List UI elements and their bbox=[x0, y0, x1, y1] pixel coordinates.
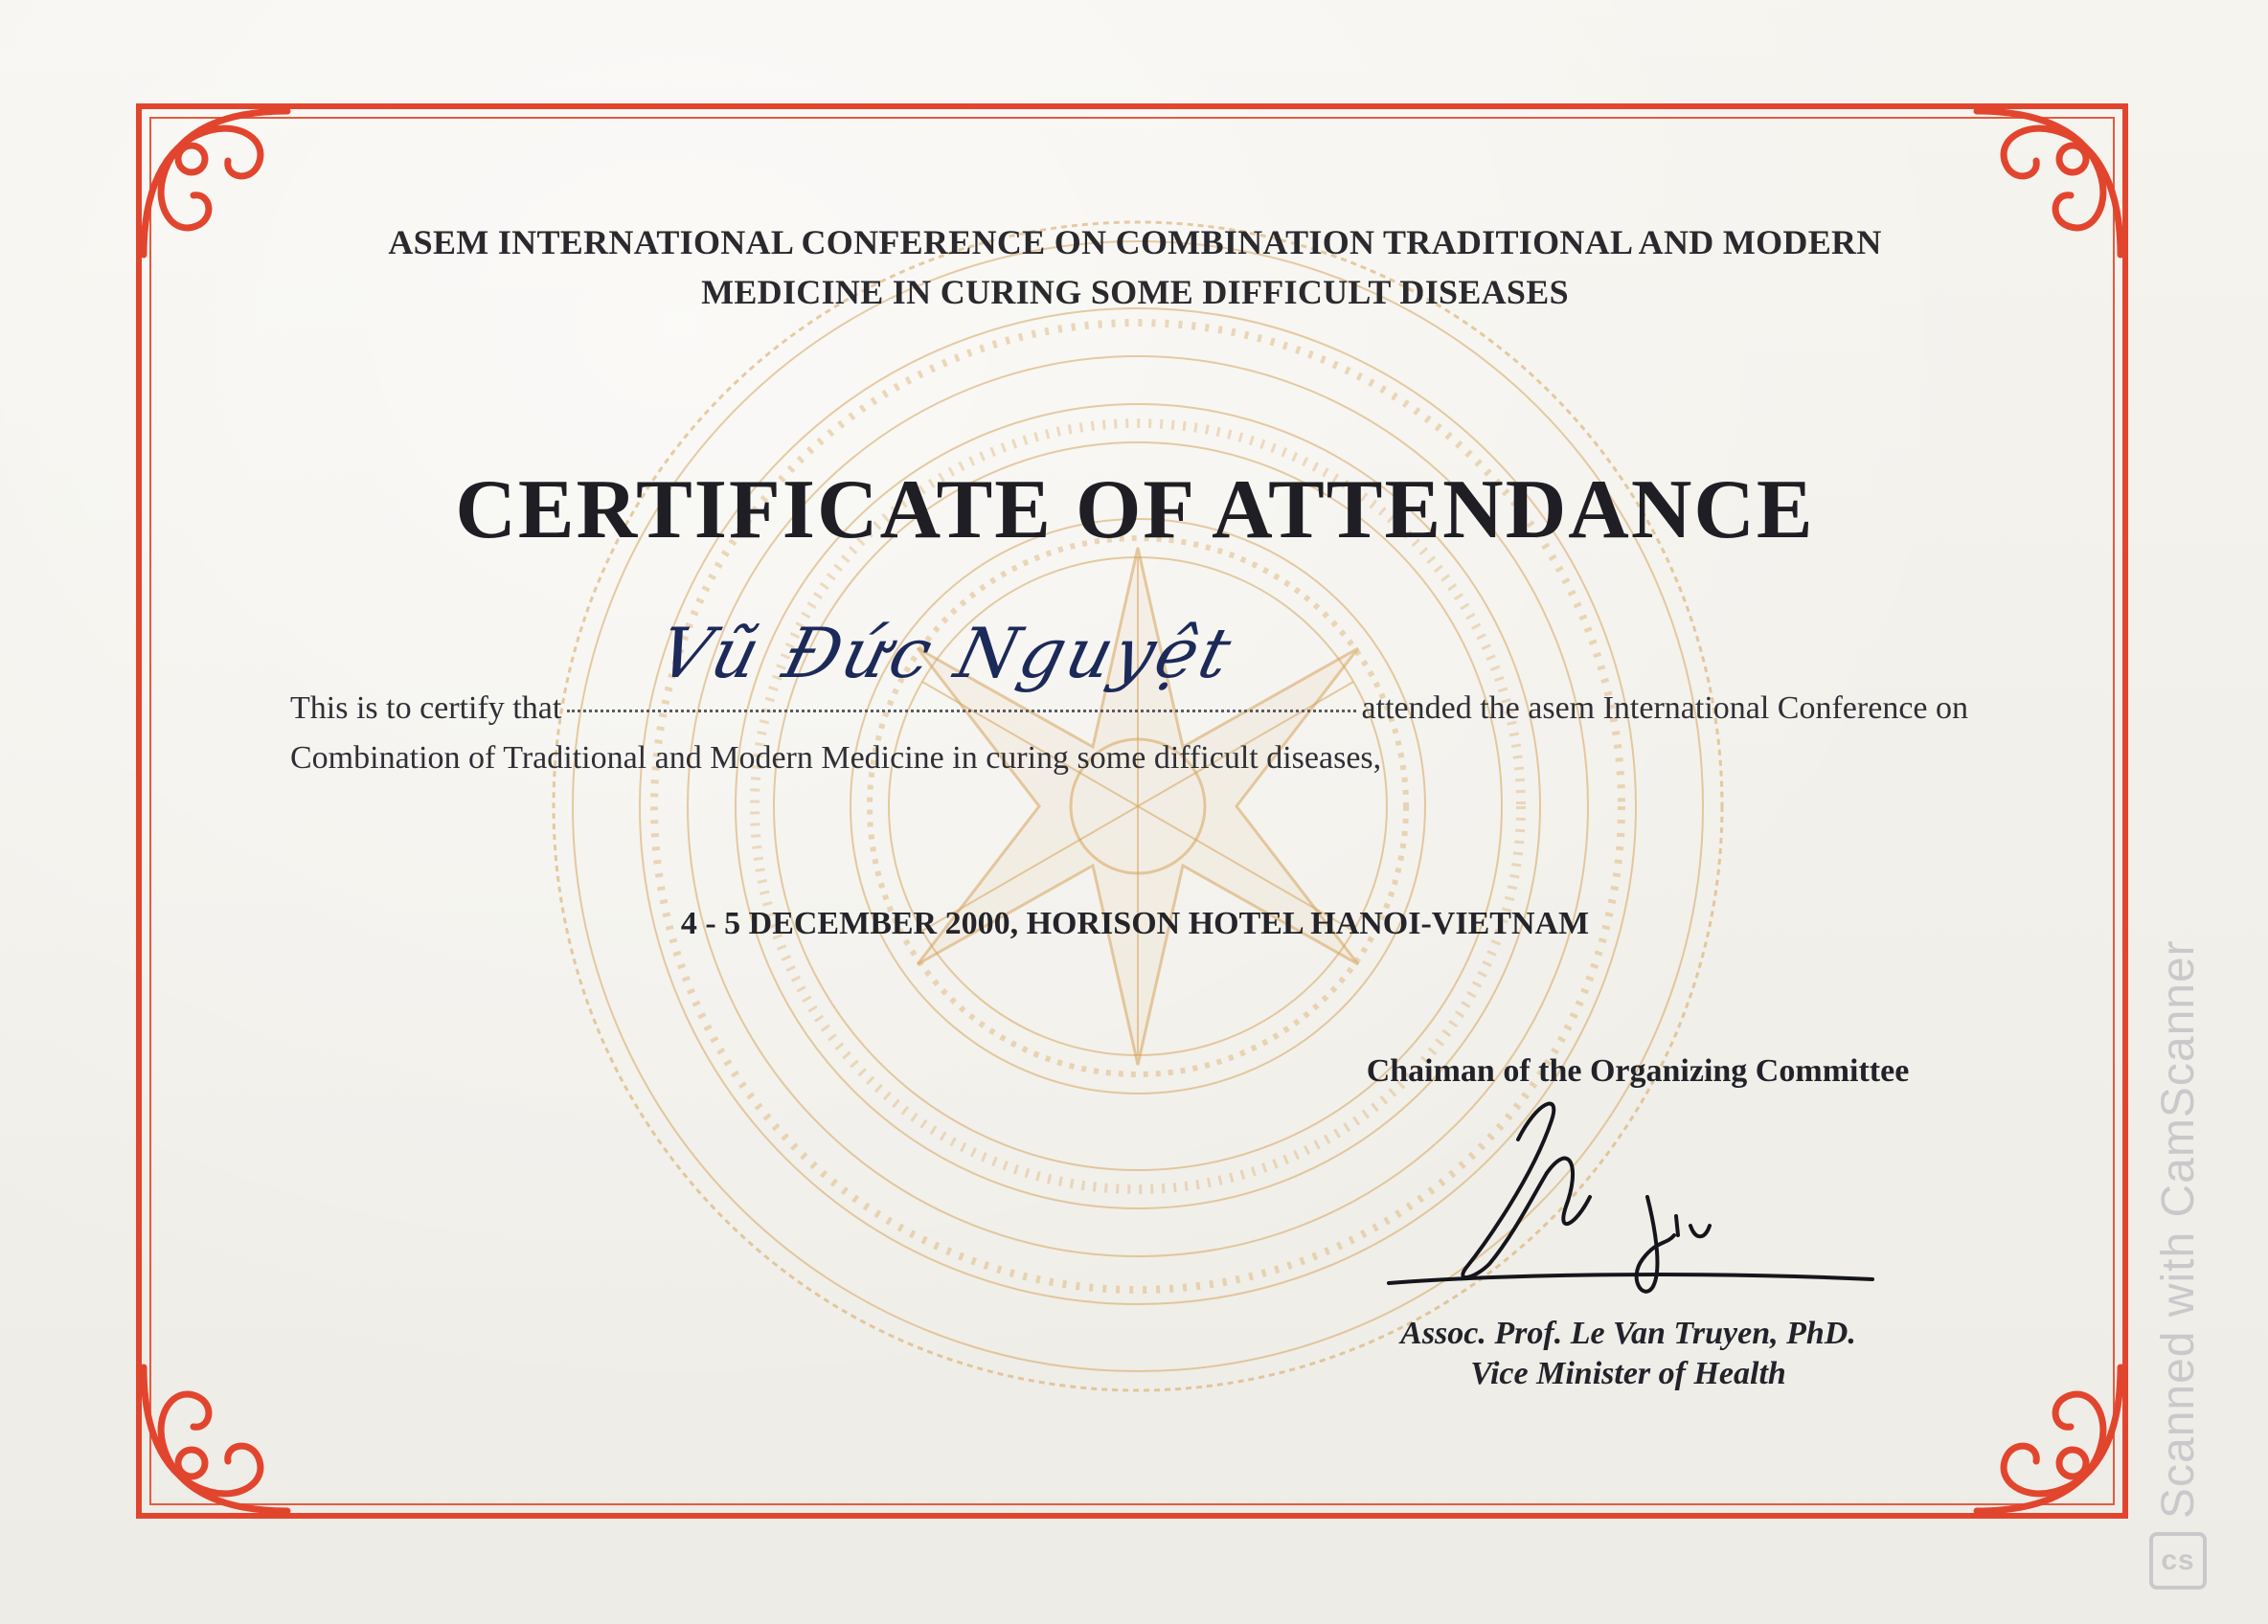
certificate-title: CERTIFICATE OF ATTENDANCE bbox=[455, 463, 1815, 556]
conference-heading-line1: ASEM INTERNATIONAL CONFERENCE ON COMBINATION TRADITIONAL AND MODERN bbox=[388, 223, 1882, 261]
signatory-role: Chaiman of the Organizing Committee bbox=[1366, 1053, 1910, 1089]
corner-ornament-icon bbox=[1967, 1358, 2130, 1521]
certify-prefix: This is to certify that bbox=[290, 690, 562, 726]
camscanner-logo-icon: cs bbox=[2149, 1532, 2207, 1590]
name-dotted-line bbox=[567, 710, 1355, 712]
corner-ornament-icon bbox=[1967, 102, 2130, 264]
certify-line bbox=[290, 688, 1968, 730]
corner-ornament-icon bbox=[134, 102, 297, 264]
corner-ornament-icon bbox=[134, 1358, 297, 1521]
signature-icon bbox=[1370, 1082, 1906, 1302]
watermark-text: Scanned with CamScanner bbox=[2152, 939, 2204, 1519]
signatory-title: Vice Minister of Health bbox=[1470, 1356, 1786, 1391]
certify-line-2: Combination of Traditional and Modern Medicine in curing some difficult diseases, bbox=[290, 740, 1382, 776]
scanner-watermark bbox=[2149, 862, 2207, 1590]
recipient-name-handwritten: Vũ Đức Nguyệt bbox=[650, 613, 1242, 693]
signatory-name: Assoc. Prof. Le Van Truyen, PhD. bbox=[1400, 1316, 1856, 1351]
conference-heading-line2: MEDICINE IN CURING SOME DIFFICULT DISEASES bbox=[701, 273, 1569, 311]
event-date-location: 4 - 5 DECEMBER 2000, HORISON HOTEL HANOI-VIETNAM bbox=[680, 906, 1590, 941]
attended-suffix: attended the asem International Conference on bbox=[1361, 690, 1968, 726]
